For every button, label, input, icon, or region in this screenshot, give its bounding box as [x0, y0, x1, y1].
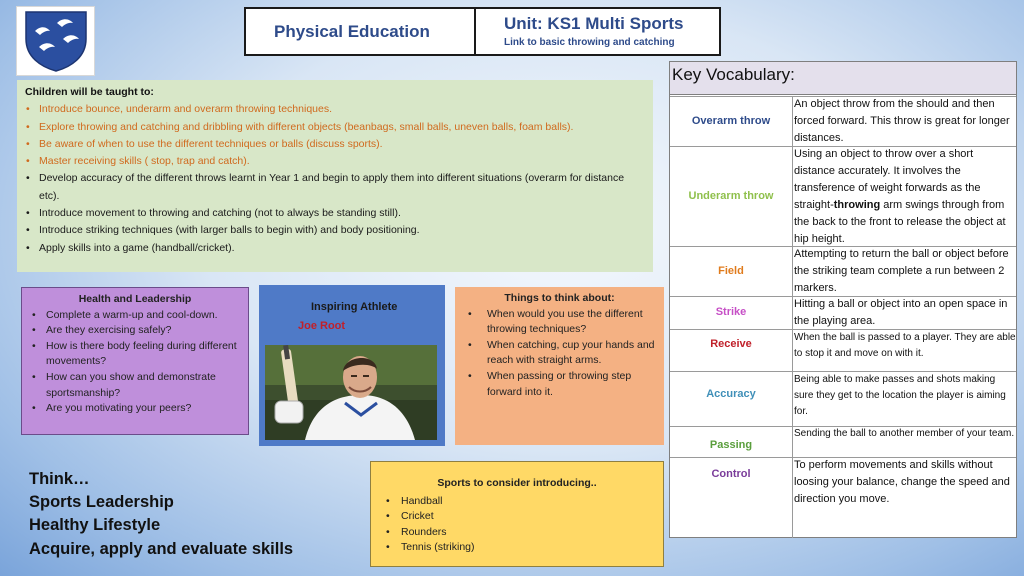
vocab-term-text: Control	[711, 468, 751, 480]
list-item: • When passing or throwing step forward into it.	[461, 369, 658, 400]
health-leadership-panel	[21, 287, 249, 435]
vocab-definition: When the ball is passed to a player. They are able to stop it and move on with it.	[794, 332, 1016, 359]
unit-header	[474, 7, 721, 56]
vocab-definition: Being able to make passes and shots making sure they get to the location the player is aiming for.	[794, 374, 1006, 417]
unit-link: Link to basic throwing and catching	[504, 37, 675, 48]
list-item: • Introduce striking techniques (with larger balls to begin with) and body positioning.	[25, 222, 645, 239]
subject-title: Physical Education	[274, 21, 430, 41]
table-row	[670, 371, 1016, 426]
children-heading: Children will be taught to:	[25, 86, 154, 98]
vocab-term-text: Underarm throw	[688, 190, 774, 202]
vocab-term-text: Strike	[715, 306, 747, 318]
think-panel	[29, 468, 293, 561]
vocab-definition: Sending the ball to another member of your team.	[794, 428, 1015, 439]
vocab-title: Key Vocabulary:	[670, 62, 1016, 95]
table-row	[670, 246, 1016, 296]
vocab-definition: An object throw from the should and then forced forward. This throw is great for longer distances.	[794, 98, 1010, 144]
think-line: Acquire, apply and evaluate skills	[29, 539, 294, 558]
shield-icon	[23, 9, 89, 73]
list-item: • Cricket	[381, 509, 653, 525]
list-item: • Be aware of when to use the different techniques or balls (discuss sports).	[25, 136, 645, 153]
table-row	[670, 329, 1016, 371]
things-heading: Things to think about:	[504, 292, 615, 304]
subject-header	[244, 7, 476, 56]
vocab-term-text: Accuracy	[706, 388, 756, 400]
vocab-term	[670, 265, 792, 277]
list-item: • How is there body feeling during different movements?	[28, 339, 242, 370]
list-item: • Apply skills into a game (handball/cricket).	[25, 240, 645, 257]
table-row	[670, 146, 1016, 246]
school-logo	[16, 6, 95, 76]
table-row	[670, 426, 1016, 457]
vocab-term-text: Receive	[710, 338, 752, 350]
think-line: Healthy Lifestyle	[29, 516, 161, 535]
vocab-term-text: Passing	[709, 439, 753, 451]
vocab-definition-bold: throwing	[833, 199, 881, 211]
list-item: • Develop accuracy of the different throws learnt in Year 1 and begin to apply them into different situations (overarm for distance etc).	[25, 170, 645, 205]
vocab-definition	[794, 146, 1016, 248]
vocab-definition-text: Using an object to throw over a short distance accurately. It involves the transference of weight forwards as the straight-	[794, 148, 981, 211]
list-item: • Are you motivating your peers?	[28, 401, 242, 417]
list-item: • Handball	[381, 494, 653, 510]
list-item: • When catching, cup your hands and reach with straight arms.	[461, 338, 658, 369]
athlete-name: Joe Root	[298, 320, 346, 332]
inspiring-athlete-panel	[259, 285, 445, 446]
list-item: • Rounders	[381, 525, 653, 541]
vocab-term-text: Field	[718, 265, 744, 277]
sports-panel	[370, 461, 664, 567]
vocab-term	[670, 115, 792, 127]
list-item: • Are they exercising safely?	[28, 323, 242, 339]
vocab-term	[670, 190, 792, 202]
list-item: • Introduce movement to throwing and catching (not to always be standing still).	[25, 205, 645, 222]
vocab-term	[670, 306, 792, 318]
vocab-definition: Hitting a ball or object into an open space in the playing area.	[794, 298, 1008, 327]
list-item: • Complete a warm-up and cool-down.	[28, 308, 242, 324]
list-item: • Tennis (striking)	[381, 540, 653, 556]
vocab-term	[670, 439, 792, 451]
vocab-term-text: Overarm throw	[691, 115, 771, 127]
vocab-definition: Attempting to return the ball or object before the striking team complete a run between 2 markers.	[794, 248, 1009, 294]
list-item: • How can you show and demonstrate sportsmanship?	[28, 370, 242, 401]
unit-title: Unit: KS1 Multi Sports	[504, 14, 684, 33]
list-item: • When would you use the different throwing techniques?	[461, 307, 658, 338]
vocab-term	[670, 468, 792, 480]
list-item: • Introduce bounce, underarm and overarm throwing techniques.	[25, 101, 645, 118]
table-row	[670, 296, 1016, 329]
athlete-photo	[265, 345, 437, 440]
think-line: Sports Leadership	[29, 493, 174, 512]
health-heading: Health and Leadership	[78, 293, 192, 305]
vocab-definition: To perform movements and skills without loosing your balance, change the speed and direction you move.	[794, 459, 1010, 505]
think-line: Think…	[29, 470, 90, 488]
vocab-definition-text: arm swings through from the back to the front to release the object at hip height.	[794, 199, 1006, 245]
key-vocabulary-table	[669, 61, 1017, 538]
athlete-heading: Inspiring Athlete	[311, 301, 398, 313]
vocab-term	[670, 388, 792, 400]
table-row	[670, 96, 1016, 146]
list-item: • Master receiving skills ( stop, trap and catch).	[25, 153, 645, 170]
children-taught-panel	[17, 80, 653, 272]
list-item: • Explore throwing and catching and dribbling with different objects (beanbags, small balls, uneven balls, foam balls).	[25, 119, 645, 136]
sports-heading: Sports to consider introducing..	[437, 477, 597, 489]
vocab-term	[670, 338, 792, 350]
things-to-think-panel	[455, 287, 664, 445]
table-row	[670, 457, 1016, 538]
